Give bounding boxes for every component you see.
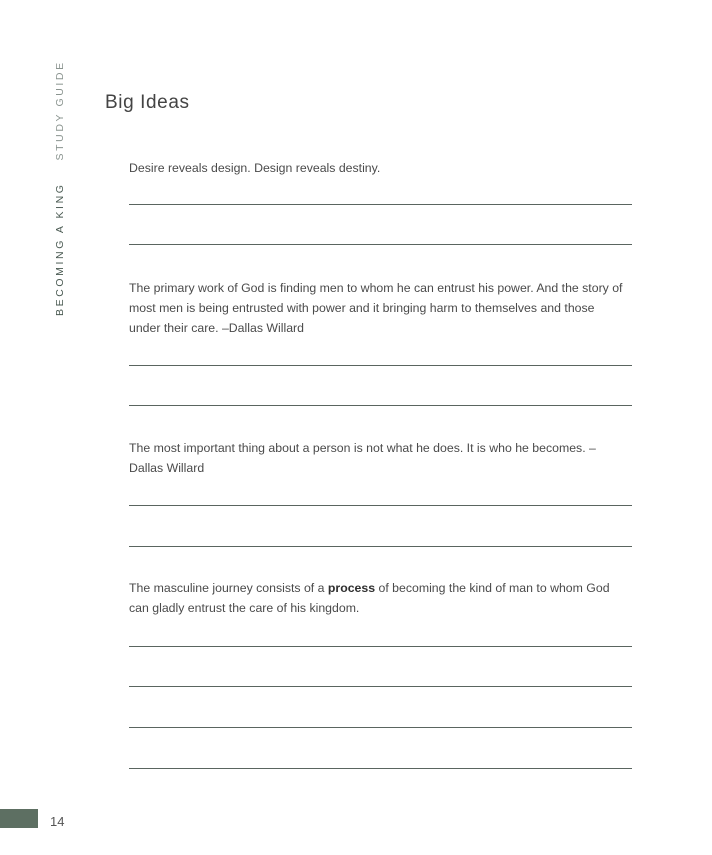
idea-4-text-after: of becoming the kind of man to whom God can gladly entrust the care of his kingdom. [129,581,610,615]
book-title: BECOMING A KING [54,182,66,316]
writing-line[interactable] [129,546,632,547]
writing-line[interactable] [129,365,632,366]
writing-line[interactable] [129,768,632,769]
writing-line[interactable] [129,646,632,647]
writing-line[interactable] [129,686,632,687]
idea-1-text: Desire reveals design. Design reveals destiny. [129,161,381,175]
writing-line[interactable] [129,505,632,506]
idea-4-text [129,578,629,618]
writing-line[interactable] [129,244,632,245]
running-header [54,60,66,316]
writing-line[interactable] [129,204,632,205]
idea-4-text-before: The masculine journey consists of a [129,581,328,595]
writing-line[interactable] [129,405,632,406]
page-number: 14 [50,814,65,829]
page-title: Big Ideas [105,92,190,113]
idea-2-text: The primary work of God is finding men to whom he can entrust his power. And the story of most men is being entrusted with power and it bringing harm to themselves and those under their care. –Dallas Willard [129,281,623,335]
idea-3-text: The most important thing about a person is not what he does. It is who he becomes. –Dallas Willard [129,441,596,475]
page-tab-marker [0,809,38,828]
emphasis-process: process [327,581,376,595]
writing-line[interactable] [129,727,632,728]
guide-label: STUDY GUIDE [54,60,66,161]
